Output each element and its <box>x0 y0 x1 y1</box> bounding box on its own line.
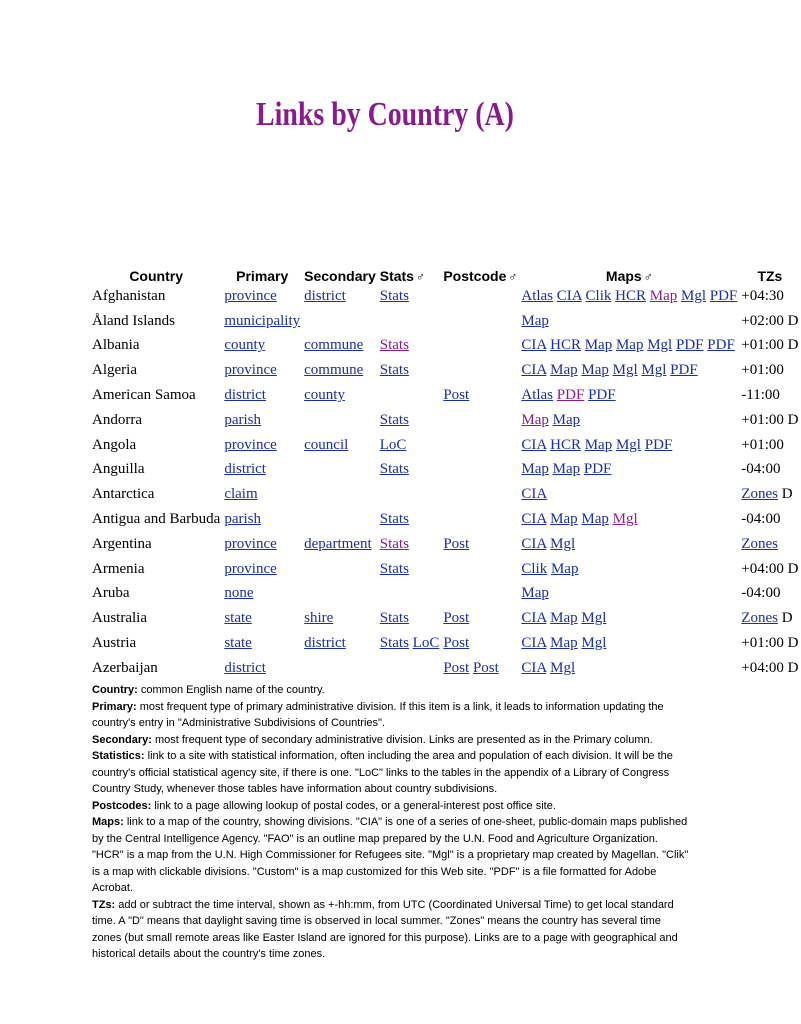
table-row <box>90 284 801 309</box>
maps-cell <box>519 458 739 483</box>
map-link[interactable]: Atlas <box>521 287 554 304</box>
secondary-cell <box>302 284 378 309</box>
male-symbol-icon: ♂ <box>415 270 425 284</box>
country-name: Antigua and Barbuda <box>92 511 221 528</box>
map-link[interactable]: Mgl <box>550 535 576 552</box>
legend-description: link to a map of the country, showing divisions. "CIA" is one of a series of one-sheet, public-domain maps published by the Central Intelligence Agency. "FAO" is an outline map prepared by the U.N. Food and Agriculture Organization. "HCR" is a map from the U.N. High Commissioner for Refugees site. "Mgl" is a proprietary map created by Magellan. "Clik" is a map with clickable divisions. "Custom" is a map customized for this Web site. "PDF" is a file formatted for Adobe Acrobat. <box>92 816 689 894</box>
map-link[interactable]: Map <box>550 511 578 528</box>
stats-cell <box>378 631 442 656</box>
primary-division-link[interactable]: province <box>224 362 277 379</box>
primary-division-link[interactable]: state <box>224 610 252 627</box>
timezone-cell <box>739 433 800 458</box>
secondary-cell <box>302 482 378 507</box>
table-row <box>90 408 801 433</box>
maps-cell <box>519 482 739 507</box>
legend-term: Maps: <box>92 816 124 828</box>
map-link[interactable]: CIA <box>521 535 547 552</box>
stats-link[interactable]: LoC <box>379 436 407 453</box>
maps-cell <box>519 383 739 408</box>
stats-link[interactable]: Stats <box>379 511 409 528</box>
stats-cell <box>378 606 442 631</box>
timezone-cell <box>739 656 800 681</box>
header-stats: Stats ♂ <box>379 268 425 284</box>
header-postcode: Postcode ♂ <box>443 268 518 284</box>
timezone-offset: +02:00 D <box>741 312 799 329</box>
map-link[interactable]: Mgl <box>615 436 641 453</box>
stats-cell <box>378 284 442 309</box>
table-row <box>90 631 801 656</box>
map-link[interactable]: Map <box>550 362 578 379</box>
maps-cell <box>519 606 739 631</box>
postcode-cell <box>441 631 519 656</box>
stats-cell <box>378 656 442 681</box>
primary-cell <box>222 334 302 359</box>
timezone-cell <box>739 358 800 383</box>
stats-link[interactable]: Stats <box>379 610 409 627</box>
table-row <box>90 656 801 681</box>
timezone-offset: +04:00 D <box>741 659 799 676</box>
postcode-link[interactable]: Post <box>472 659 499 676</box>
primary-cell <box>222 582 302 607</box>
primary-cell <box>222 408 302 433</box>
country-name: Åland Islands <box>92 312 175 329</box>
map-link[interactable]: Map <box>649 287 678 304</box>
primary-cell <box>222 606 302 631</box>
postcode-link[interactable]: Post <box>443 535 470 552</box>
postcode-cell <box>441 656 519 681</box>
map-link[interactable]: Map <box>584 436 613 453</box>
timezone-cell <box>739 557 800 582</box>
header-secondary: Secondary <box>304 268 376 284</box>
stats-link[interactable]: Stats <box>379 535 409 552</box>
secondary-cell <box>302 656 378 681</box>
map-link[interactable]: PDF <box>670 362 698 379</box>
postcode-cell <box>441 433 519 458</box>
map-link[interactable]: PDF <box>707 337 735 354</box>
secondary-cell <box>302 358 378 383</box>
dst-marker: D <box>777 610 793 627</box>
primary-cell <box>222 631 302 656</box>
postcode-cell <box>441 507 519 532</box>
map-link[interactable]: Map <box>615 337 644 354</box>
primary-cell <box>222 656 302 681</box>
map-link[interactable]: PDF <box>583 461 612 478</box>
table-row <box>90 606 801 631</box>
table-row <box>90 309 801 334</box>
map-link[interactable]: Map <box>581 511 609 528</box>
timezone-offset: +01:00 D <box>741 411 799 428</box>
secondary-cell <box>302 507 378 532</box>
timezone-cell <box>739 482 800 507</box>
primary-cell <box>222 309 302 334</box>
postcode-cell <box>441 458 519 483</box>
postcode-cell <box>441 557 519 582</box>
male-symbol-icon: ♂ <box>643 270 653 284</box>
table-row <box>90 482 801 507</box>
legend-term: Postcodes: <box>92 799 152 812</box>
maps-cell <box>519 334 739 359</box>
table-row <box>90 358 801 383</box>
timezone-offset: +01:00 <box>741 362 784 379</box>
country-name: Anguilla <box>92 461 145 478</box>
map-link[interactable]: Mgl <box>612 362 638 379</box>
primary-division-link[interactable]: district <box>224 659 266 676</box>
time-zones-link[interactable]: Zones <box>741 610 778 627</box>
map-link[interactable]: PDF <box>709 287 738 304</box>
country-name: Aruba <box>92 585 130 602</box>
map-link[interactable]: Clik <box>521 560 548 577</box>
table-row <box>90 383 801 408</box>
secondary-cell <box>302 557 378 582</box>
legend-note <box>92 748 692 798</box>
table-row <box>90 582 801 607</box>
legend-note <box>92 897 692 963</box>
primary-cell <box>222 383 302 408</box>
stats-cell <box>378 557 442 582</box>
stats-cell <box>378 433 442 458</box>
legend-description: add or subtract the time interval, shown as +-hh:mm, from UTC (Coordinated Universal Time) to get local standard time. A "D" means that daylight saving time is observed in local summer. "Zones" means the country has several time zones (but small remote areas like Easter Island are ignored for this purpose). Links are to a page with geographical and historical details about the country's time zones. <box>92 898 678 960</box>
country-name: Azerbaijan <box>92 659 158 676</box>
postcode-cell <box>441 408 519 433</box>
secondary-cell <box>302 532 378 557</box>
secondary-cell <box>302 582 378 607</box>
legend-description: link to a page allowing lookup of postal codes, or a general-interest post office site. <box>151 799 556 812</box>
timezone-cell <box>739 606 800 631</box>
primary-cell <box>222 433 302 458</box>
country-name: Australia <box>92 610 147 627</box>
secondary-division-link[interactable]: county <box>304 387 345 404</box>
stats-link[interactable]: Stats <box>379 337 409 354</box>
stats-link[interactable]: Stats <box>379 411 409 428</box>
primary-cell <box>222 532 302 557</box>
maps-cell <box>519 358 739 383</box>
map-link[interactable]: Map <box>521 411 549 428</box>
country-name: Antarctica <box>92 486 155 503</box>
stats-cell <box>378 383 442 408</box>
map-link[interactable]: Atlas <box>521 387 554 404</box>
stats-cell <box>378 309 442 334</box>
map-link[interactable]: Mgl <box>581 610 607 627</box>
legend-notes <box>92 682 692 963</box>
primary-division-link[interactable]: district <box>224 461 266 478</box>
stats-link[interactable]: Stats <box>379 461 409 478</box>
legend-note <box>92 732 692 749</box>
primary-division-link[interactable]: province <box>224 560 277 577</box>
timezone-cell <box>739 284 800 309</box>
timezone-offset: +01:00 D <box>741 337 799 354</box>
legend-description: link to a site with statistical information, often including the area and population of each division. It will be the country's official statistical agency site, if there is one. "LoC" links to the tables in the appendix of a Library of Congress Country Study, whenever those tables have information about country subdivisions. <box>92 750 673 795</box>
postcode-cell <box>441 606 519 631</box>
maps-cell <box>519 656 739 681</box>
legend-note <box>92 798 692 815</box>
country-name: Argentina <box>92 535 152 552</box>
secondary-cell <box>302 383 378 408</box>
legend-note <box>92 682 692 699</box>
table-row <box>90 458 801 483</box>
timezone-offset: +01:00 <box>741 436 784 453</box>
postcode-cell <box>441 334 519 359</box>
links-table <box>90 260 801 681</box>
country-name: Angola <box>92 436 137 453</box>
timezone-cell <box>739 334 800 359</box>
stats-cell <box>378 582 442 607</box>
primary-division-link[interactable]: district <box>224 387 266 404</box>
secondary-division-link[interactable]: council <box>304 436 349 453</box>
legend-term: Country: <box>92 684 138 696</box>
legend-note <box>92 814 692 897</box>
stats-link[interactable]: LoC <box>412 635 440 652</box>
postcode-cell <box>441 284 519 309</box>
secondary-cell <box>302 631 378 656</box>
time-zones-link[interactable]: Zones <box>741 486 778 503</box>
map-link[interactable]: Mgl <box>550 659 576 676</box>
stats-cell <box>378 334 442 359</box>
postcode-link[interactable]: Post <box>443 610 470 627</box>
stats-cell <box>378 482 442 507</box>
timezone-offset: -04:00 <box>741 511 781 528</box>
map-link[interactable]: CIA <box>521 436 547 453</box>
secondary-cell <box>302 606 378 631</box>
secondary-division-link[interactable]: shire <box>304 610 334 627</box>
primary-division-link[interactable]: state <box>224 635 252 652</box>
table-row <box>90 334 801 359</box>
header-tzs: TZs <box>757 268 783 284</box>
map-link[interactable]: PDF <box>588 387 616 404</box>
timezone-offset: +01:00 D <box>741 635 799 652</box>
table-body <box>90 284 801 681</box>
postcode-cell <box>441 309 519 334</box>
country-name: Armenia <box>92 560 145 577</box>
stats-cell <box>378 458 442 483</box>
map-link[interactable]: Map <box>581 362 609 379</box>
primary-cell <box>222 458 302 483</box>
maps-cell <box>519 557 739 582</box>
map-link[interactable]: PDF <box>556 387 585 404</box>
maps-cell <box>519 582 739 607</box>
map-link[interactable]: CIA <box>521 511 547 528</box>
secondary-cell <box>302 458 378 483</box>
timezone-cell <box>739 532 800 557</box>
primary-division-link[interactable]: province <box>224 287 277 304</box>
stats-cell <box>378 507 442 532</box>
secondary-cell <box>302 334 378 359</box>
timezone-cell <box>739 631 800 656</box>
secondary-division-link[interactable]: department <box>304 535 372 552</box>
table-row <box>90 507 801 532</box>
legend-term: Statistics: <box>92 750 145 762</box>
stats-cell <box>378 532 442 557</box>
map-link[interactable]: Map <box>584 337 613 354</box>
map-link[interactable]: CIA <box>556 287 582 304</box>
country-name: Austria <box>92 635 137 652</box>
stats-cell <box>378 358 442 383</box>
timezone-offset: +04:30 <box>741 287 784 304</box>
maps-cell <box>519 433 739 458</box>
primary-division-link[interactable]: claim <box>224 486 258 503</box>
country-name: Andorra <box>92 411 142 428</box>
map-link[interactable]: Map <box>550 635 578 652</box>
maps-cell <box>519 532 739 557</box>
map-link[interactable]: Map <box>521 312 549 329</box>
postcode-cell <box>441 582 519 607</box>
timezone-cell <box>739 408 800 433</box>
map-link[interactable]: PDF <box>675 337 704 354</box>
primary-cell <box>222 284 302 309</box>
timezone-offset: -04:00 <box>741 461 781 478</box>
primary-division-link[interactable]: municipality <box>224 312 301 329</box>
map-link[interactable]: Mgl <box>680 287 706 304</box>
postcode-cell <box>441 358 519 383</box>
postcode-cell <box>441 532 519 557</box>
primary-cell <box>222 358 302 383</box>
timezone-cell <box>739 582 800 607</box>
legend-term: Primary: <box>92 700 137 713</box>
table-row <box>90 532 801 557</box>
map-link[interactable]: Mgl <box>612 511 638 528</box>
map-link[interactable]: CIA <box>521 635 547 652</box>
primary-division-link[interactable]: parish <box>224 511 261 528</box>
map-link[interactable]: Map <box>552 461 581 478</box>
primary-division-link[interactable]: county <box>224 337 266 354</box>
stats-link[interactable]: Stats <box>379 362 409 379</box>
map-link[interactable]: HCR <box>550 337 581 354</box>
legend-description: most frequent type of primary administrative division. If this item is a link, it leads to information updating the country's entry in "Administrative Subdivisions of Countries". <box>92 700 664 729</box>
maps-cell <box>519 507 739 532</box>
map-link[interactable]: Mgl <box>641 362 667 379</box>
map-link[interactable]: Map <box>550 560 579 577</box>
header-maps: Maps ♂ <box>605 268 653 284</box>
primary-division-link[interactable]: parish <box>224 411 261 428</box>
legend-description: most frequent type of secondary administrative division. Links are presented as in the Primary column. <box>151 733 653 746</box>
timezone-offset: -04:00 <box>741 585 781 602</box>
map-link[interactable]: Map <box>552 411 581 428</box>
legend-term: Secondary: <box>92 733 152 746</box>
legend-term: TZs: <box>92 898 116 911</box>
header-country: Country <box>129 268 183 284</box>
map-link[interactable]: CIA <box>521 337 547 354</box>
table-row <box>90 433 801 458</box>
secondary-division-link[interactable]: district <box>304 635 346 652</box>
country-name: Albania <box>92 337 140 354</box>
table-header-row <box>90 260 801 284</box>
timezone-cell <box>739 458 800 483</box>
map-link[interactable]: CIA <box>521 610 547 627</box>
primary-division-link[interactable]: none <box>224 585 254 602</box>
legend-note <box>92 699 692 732</box>
postcode-cell <box>441 482 519 507</box>
map-link[interactable]: Map <box>550 610 578 627</box>
primary-cell <box>222 482 302 507</box>
secondary-cell <box>302 433 378 458</box>
map-link[interactable]: CIA <box>521 362 547 379</box>
time-zones-link[interactable]: Zones <box>741 535 778 552</box>
legend-description: common English name of the country. <box>137 684 325 696</box>
primary-division-link[interactable]: province <box>224 436 277 453</box>
table-row <box>90 557 801 582</box>
postcode-link[interactable]: Post <box>443 635 470 652</box>
secondary-division-link[interactable]: commune <box>304 362 364 379</box>
dst-marker: D <box>777 486 793 503</box>
secondary-cell <box>302 309 378 334</box>
maps-cell <box>519 309 739 334</box>
map-link[interactable]: CIA <box>521 486 548 503</box>
secondary-cell <box>302 408 378 433</box>
map-link[interactable]: Mgl <box>581 635 607 652</box>
postcode-link[interactable]: Post <box>443 659 470 676</box>
timezone-cell <box>739 507 800 532</box>
map-link[interactable]: Mgl <box>647 337 673 354</box>
map-link[interactable]: Map <box>521 585 549 602</box>
timezone-cell <box>739 383 800 408</box>
country-name: American Samoa <box>92 387 196 404</box>
maps-cell <box>519 408 739 433</box>
postcode-link[interactable]: Post <box>443 387 470 404</box>
map-link[interactable]: HCR <box>615 287 646 304</box>
timezone-offset: +04:00 D <box>741 560 799 577</box>
maps-cell <box>519 631 739 656</box>
country-name: Afghanistan <box>92 287 166 304</box>
primary-cell <box>222 507 302 532</box>
stats-link[interactable]: Stats <box>379 287 409 304</box>
stats-link[interactable]: Stats <box>379 635 409 652</box>
secondary-division-link[interactable]: commune <box>304 337 364 354</box>
page-title: Links by Country (A) <box>256 96 514 133</box>
map-link[interactable]: Clik <box>585 287 612 304</box>
map-link[interactable]: Map <box>521 461 549 478</box>
maps-cell <box>519 284 739 309</box>
secondary-division-link[interactable]: district <box>304 287 346 304</box>
timezone-cell <box>739 309 800 334</box>
primary-cell <box>222 557 302 582</box>
male-symbol-icon: ♂ <box>508 270 518 284</box>
map-link[interactable]: HCR <box>550 436 581 453</box>
postcode-cell <box>441 383 519 408</box>
country-name: Algeria <box>92 362 137 379</box>
map-link[interactable]: CIA <box>521 659 547 676</box>
primary-division-link[interactable]: province <box>224 535 277 552</box>
header-primary: Primary <box>236 268 289 284</box>
map-link[interactable]: PDF <box>644 436 673 453</box>
stats-link[interactable]: Stats <box>379 560 409 577</box>
stats-cell <box>378 408 442 433</box>
timezone-offset: -11:00 <box>741 387 780 404</box>
